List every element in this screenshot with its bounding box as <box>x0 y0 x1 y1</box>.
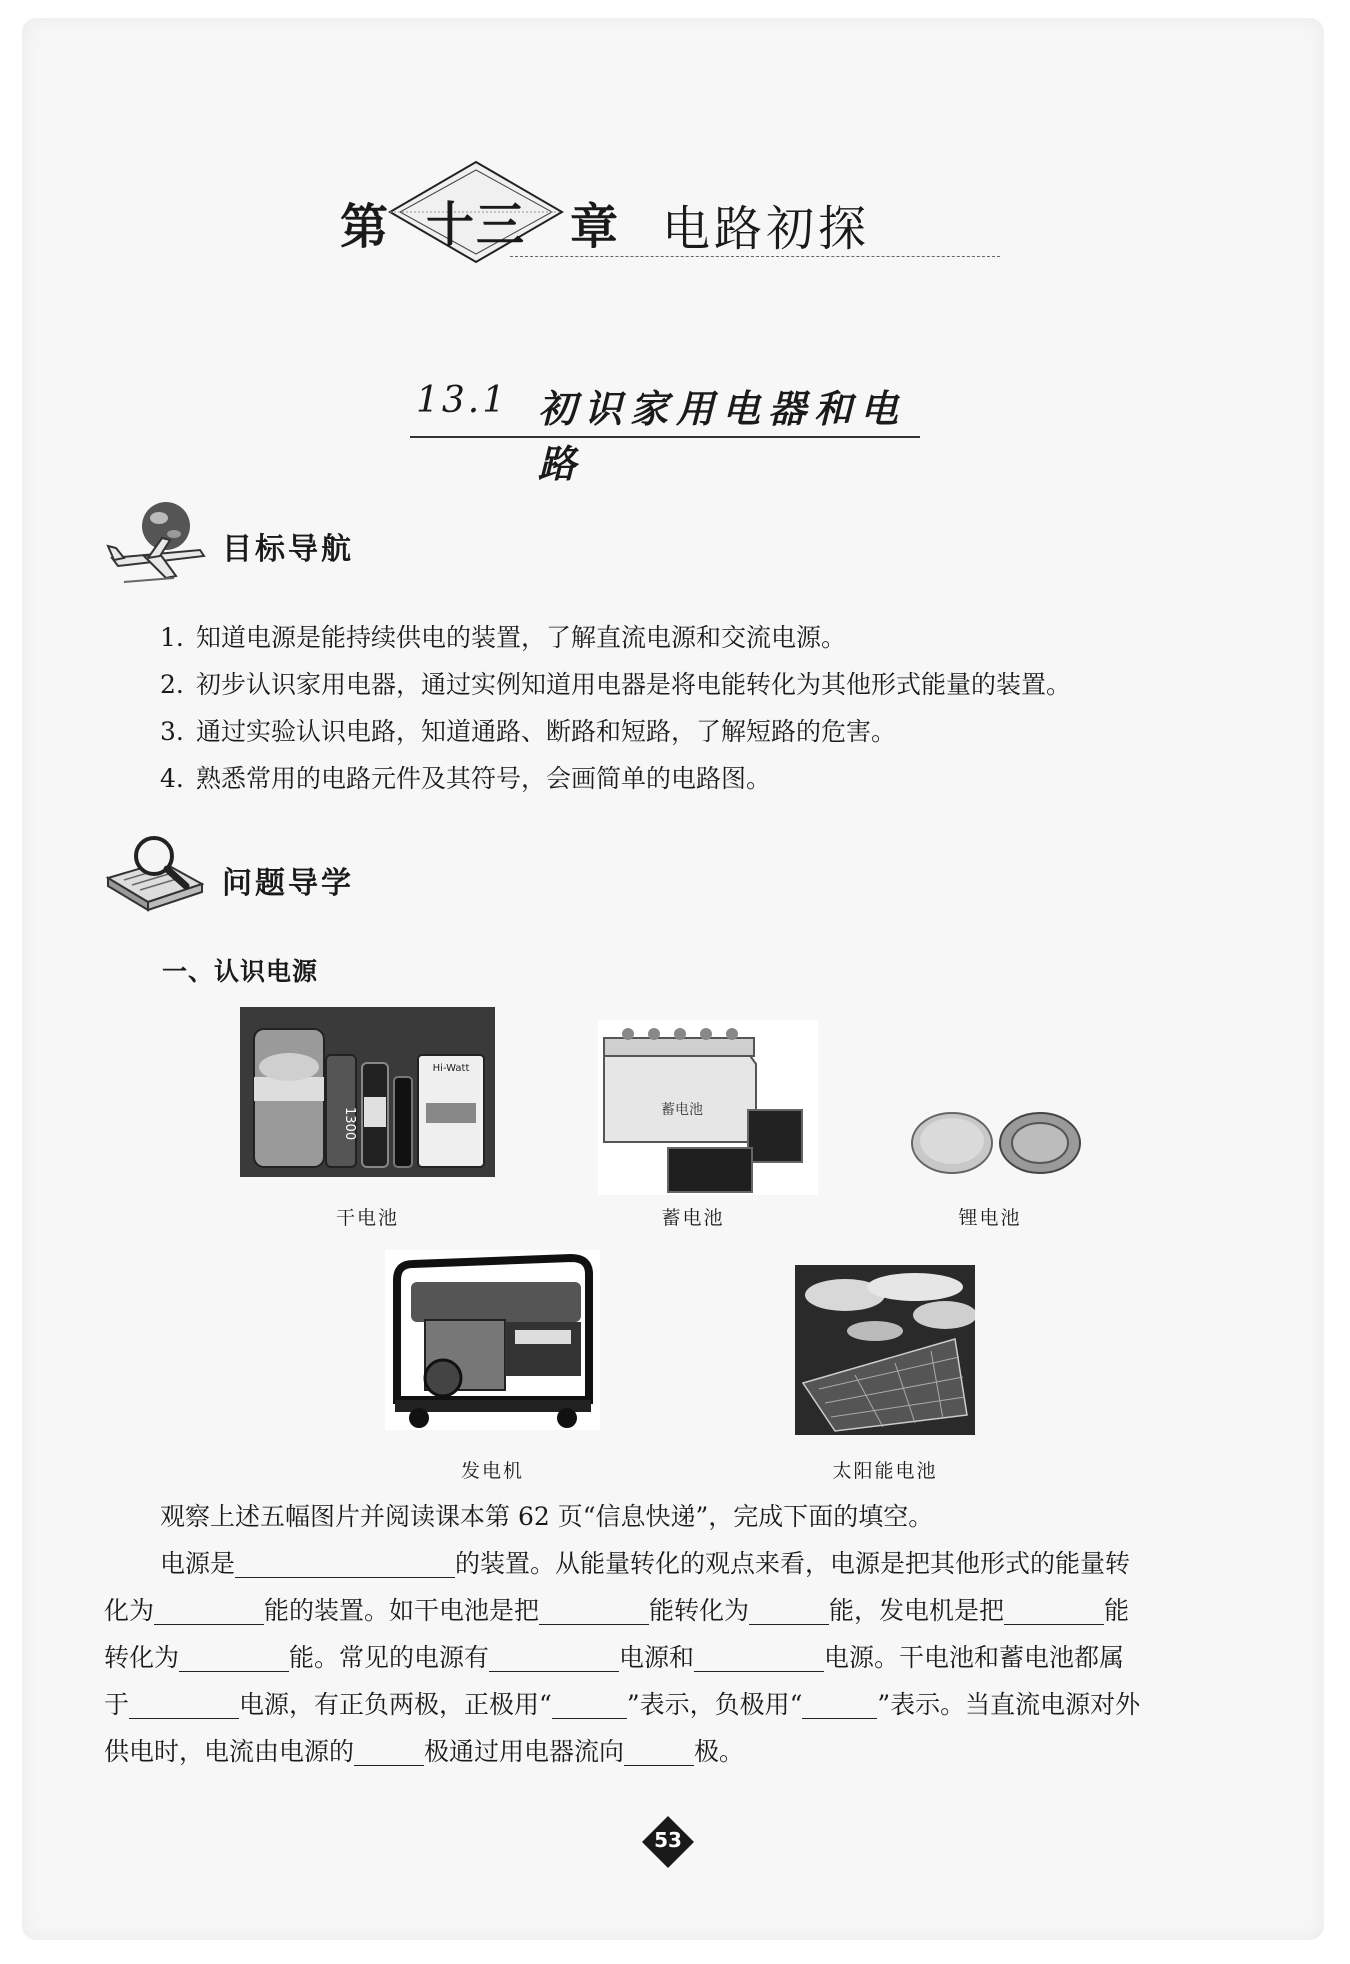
battery-label-capacity: 1300 <box>342 1107 357 1141</box>
lithium-battery-photo <box>910 1110 1085 1176</box>
paragraph-intro: 观察上述五幅图片并阅读课本第 62 页“信息快递”，完成下面的填空。 <box>160 1502 934 1531</box>
subheading-power-source: 一、认识电源 <box>162 957 319 986</box>
answer-blank[interactable] <box>552 1692 627 1719</box>
solar-battery-photo <box>795 1265 975 1435</box>
answer-blank[interactable] <box>749 1598 829 1625</box>
answer-blank[interactable] <box>624 1739 694 1766</box>
answer-blank[interactable] <box>129 1692 239 1719</box>
paragraph-line: 转化为 能。常见的电源有 电源和 电源。干电池和蓄电池都属 <box>104 1643 1125 1672</box>
goals-list <box>160 614 1210 802</box>
chapter-header <box>330 160 1000 270</box>
fill-in-paragraph <box>104 1493 1234 1775</box>
section-title: 初识家用电器和电路 <box>538 386 907 486</box>
answer-blank[interactable] <box>354 1739 424 1766</box>
section-header <box>410 376 920 486</box>
paragraph-line: 电源是 的装置。从能量转化的观点来看，电源是把其他形式的能量转 <box>160 1549 1131 1578</box>
caption-dry-battery: 干电池 <box>335 1207 399 1229</box>
caption-solar-battery: 太阳能电池 <box>832 1460 938 1482</box>
section-number: 13.1 <box>416 380 509 421</box>
problems-heading <box>104 832 504 922</box>
chapter-number: 十三 <box>425 197 526 253</box>
goal-item: 4. 熟悉常用的电路元件及其符号，会画简单的电路图。 <box>160 764 772 793</box>
caption-storage-battery: 蓄电池 <box>661 1207 725 1229</box>
car-battery-label: 蓄电池 <box>661 1102 703 1118</box>
paragraph-line: 于 电源，有正负两极，正极用“ ”表示，负极用“ ”表示。当直流电源对外 <box>104 1690 1141 1719</box>
caption-generator: 发电机 <box>460 1460 524 1482</box>
answer-blank[interactable] <box>802 1692 877 1719</box>
chapter-title: 电路初探 <box>662 201 871 257</box>
paragraph-line: 供电时，电流由电源的 极通过用电器流向 极。 <box>104 1737 745 1766</box>
problems-heading-label: 问题导学 <box>222 866 354 901</box>
answer-blank[interactable] <box>489 1645 619 1672</box>
goal-item: 1. 知道电源是能持续供电的装置，了解直流电源和交流电源。 <box>160 623 847 652</box>
goal-item: 2. 初步认识家用电器，通过实例知道用电器是将电能转化为其他形式能量的装置。 <box>160 670 1072 699</box>
chapter-prefix: 第 <box>340 199 389 255</box>
answer-blank[interactable] <box>235 1551 455 1578</box>
goals-heading-label: 目标导航 <box>222 532 354 567</box>
answer-blank[interactable] <box>694 1645 824 1672</box>
page-number: 53 <box>654 1828 682 1852</box>
answer-blank[interactable] <box>539 1598 649 1625</box>
goals-heading <box>104 498 504 588</box>
generator-photo <box>385 1250 600 1430</box>
magnifier-book-icon <box>104 832 214 922</box>
paragraph-line: 化为 能的装置。如干电池是把 能转化为 能，发电机是把 能 <box>104 1596 1130 1625</box>
chapter-suffix: 章 <box>570 199 619 255</box>
answer-blank[interactable] <box>154 1598 264 1625</box>
storage-battery-photo <box>598 1020 818 1195</box>
caption-lithium-battery: 锂电池 <box>958 1207 1022 1229</box>
globe-airplane-icon <box>104 498 214 588</box>
battery-label-brand: Hi-Watt <box>432 1063 470 1074</box>
chapter-divider <box>510 256 1000 257</box>
dry-battery-photo <box>240 1007 495 1177</box>
answer-blank[interactable] <box>179 1645 289 1672</box>
answer-blank[interactable] <box>1004 1598 1104 1625</box>
goal-item: 3. 通过实验认识电路，知道通路、断路和短路，了解短路的危害。 <box>160 717 897 746</box>
